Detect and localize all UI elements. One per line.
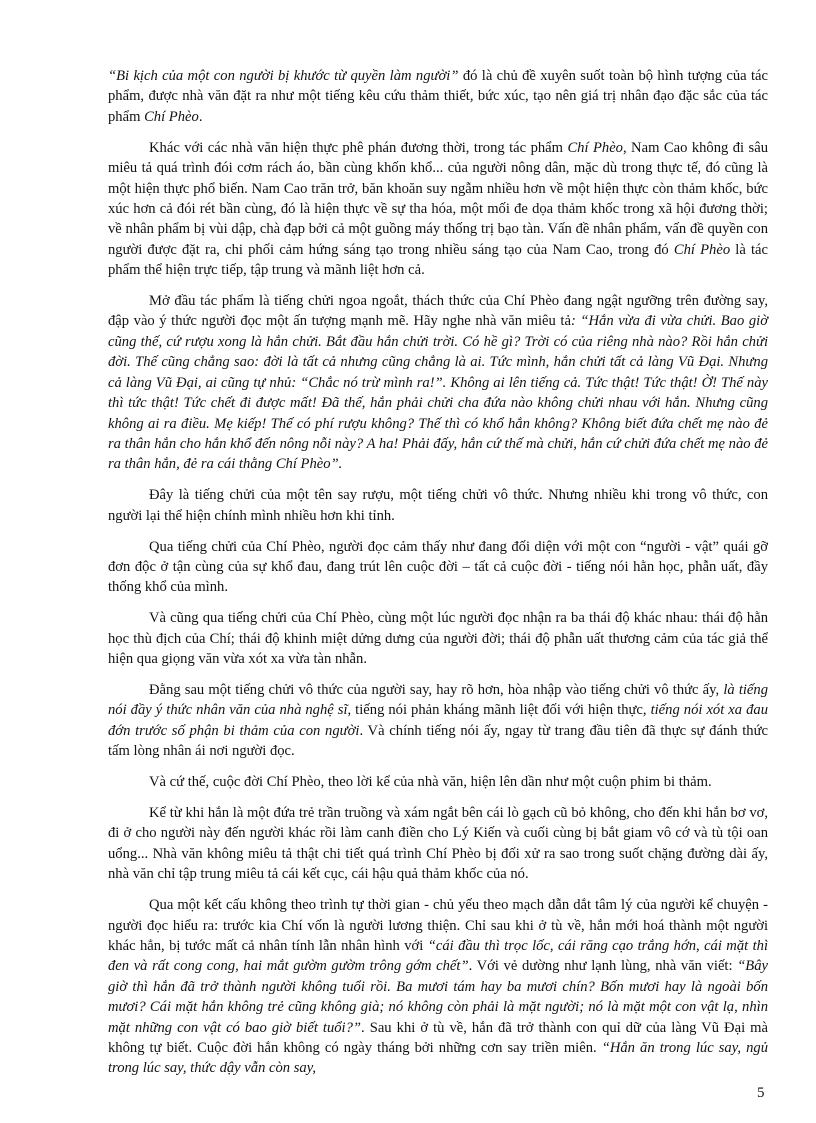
paragraph (108, 66, 768, 127)
text-run: Đằng sau một tiếng chửi vô thức của người say, hay rõ hơn, hòa nhập vào tiếng chửi vô thức ấy, (149, 681, 724, 698)
paragraph (108, 537, 768, 598)
italic-text-run: là tiếng nói đầy ý thức nhân văn của nhà nghệ sĩ (108, 681, 768, 719)
text-run: Khác với các nhà văn hiện thực phê phán đương thời, trong tác phẩm (149, 139, 568, 156)
text-run: Qua một kết cấu không theo trình tự thời gian - chủ yếu theo mạch dẫn dắt tâm lý của người kể chuyện - người đọc hiểu ra: trước kia Chí vốn là người lương thiện. Chỉ sau khi ở tù về, hắn mới hoá thành một người khác hẳn, bị tước mất cả nhân tính lẫn nhân hình với (108, 897, 768, 954)
text-run: . (198, 108, 203, 125)
italic-text-run: Chí Phèo (567, 139, 623, 156)
text-run: , tiếng nói phản kháng mãnh liệt đối với hiện thực, (347, 702, 651, 719)
text-run: Mở đầu tác phẩm là tiếng chửi ngoa ngoắt, thách thức của Chí Phèo đang ngật ngưỡng trên đường say, đập vào ý thức người đọc một ấn tượng mạnh mẽ. Hãy nghe nhà văn miêu tả (108, 293, 768, 330)
text-run: Qua tiếng chửi của Chí Phèo, người đọc cảm thấy như đang đối diện với một con “người - vật” quái gỡ đơn độc ở tận cùng của sự khổ đau, đang trút lên cuộc đời – tất cả cuộc đời - tiếng nói hằn học, phẫn uất, đầy thống khổ của mình. (108, 538, 768, 596)
italic-text-run: tiếng nói xót xa đau đớn trước số phận bi thảm của con người (108, 702, 768, 739)
text-run: Kể từ khi hắn là một đứa trẻ trần truồng và xám ngắt bên cái lò gạch cũ bỏ không, cho đến khi hắn bơ vơ, đi ở cho người này đến người khác rồi làm canh điền cho Lý Kiến và cuối cùng bị bắt giam vô cớ và tù tội oan uổng... Nhà văn không miêu tả thật chi tiết quá trình Chí Phèo bị đối xử ra sao trong suốt chặng đường dài ấy, nhà văn chỉ tập trung miêu tả cái kết cục, cái hậu quả thảm khốc của nó. (108, 805, 768, 883)
text-run: . Và chính tiếng nói ấy, ngay từ trang đầu tiên đã thực sự đánh thức tấm lòng nhân ái nơi người đọc. (108, 722, 768, 760)
italic-text-run: “Hắn ăn trong lúc say, ngủ trong lúc say, thức dậy vẫn còn say, (108, 1039, 768, 1077)
italic-text-run: “cái đầu thì trọc lốc, cái răng cạo trắng hớn, cái mặt thì đen và rất cong cong, hai mắt gườm gườm trông gớm chết” (108, 937, 769, 975)
paragraph (108, 291, 768, 475)
paragraph (108, 772, 768, 792)
paragraph (108, 608, 768, 669)
text-run: đó là chủ đề xuyên suốt toàn bộ hình tượng của tác phẩm, được nhà văn đặt ra như một tiếng kêu cứu thảm thiết, bức xúc, tạo nên giá trị nhân đạo đặc sắc của tác phẩm (108, 68, 768, 125)
italic-text-run: Chí Phèo (144, 108, 199, 125)
paragraph (108, 680, 768, 762)
document-body (108, 66, 768, 1089)
paragraph (108, 895, 768, 1079)
text-run: . Sau khi ở tù về, hắn đã trở thành con quỉ dữ của làng Vũ Đại mà không tự biết. Cuộc đời hắn không có ngày tháng bởi những cơn say triền miên. (108, 1019, 768, 1056)
page-number: 5 (757, 1085, 765, 1101)
text-run: Và cũng qua tiếng chửi của Chí Phèo, cùng một lúc người đọc nhận ra ba thái độ khác nhau: thái độ hằn học thù địch của Chí; thái độ khinh miệt dửng dưng của người đời; thái độ phẫn uất thương cảm của tác giả thể hiện qua giọng văn vừa xót xa vừa tàn nhẫn. (108, 610, 768, 668)
paragraph (108, 138, 768, 281)
italic-text-run: Chí Phèo (673, 241, 731, 258)
italic-text-run: “Bi kịch của một con người bị khước từ quyền làm người” (108, 68, 459, 84)
italic-text-run: : “Hắn vừa đi vừa chửi. Bao giờ cũng thế, cứ rượu xong là hắn chửi. Bắt đầu hắn chửi trời. Có hề gì? Trời có của riêng nhà nào? Rồi hắn chửi đời. Thế cũng chẳng sao: đời là tất cả nhưng cũng chẳng là ai. Tức mình, hắn chửi tất cả làng Vũ Đại. Nhưng cả làng Vũ Đại, ai cũng tự nhủ: “Chắc nó trừ mình ra!”. Không ai lên tiếng cả. Tức thật! Tức thật! Ờ! Thế này thì tức thật! Tức chết đi được mất! Đã thế, hắn phải chửi cha đứa nào không chửi nhau với hắn. Nhưng cũng không ai ra điều. Mẹ kiếp! Thế có phí rượu không? Thế thì có khổ hắn không? Không biết đứa chết mẹ nào đẻ ra thân hắn cho hắn khổ đến nông nỗi này? A ha! Phải đấy, hắn cứ thế mà chửi, hắn cứ chửi đứa chết mẹ nào đẻ ra thân hắn, đẻ ra cái thằng Chí Phèo”. (108, 313, 768, 473)
text-run: là tác phẩm thể hiện trực tiếp, tập trung và mãnh liệt hơn cả. (108, 241, 768, 279)
paragraph (108, 803, 768, 885)
text-run: Đây là tiếng chửi của một tên say rượu, một tiếng chửi vô thức. Nhưng nhiều khi trong vô thức, con người lại thể hiện chính mình nhiều hơn khi tỉnh. (108, 487, 768, 524)
italic-text-run: “Bây giờ thì hắn đã trở thành người không tuổi rồi. Ba mươi tám hay ba mươi chín? Bốn mươi hay là ngoài bốn mươi? Cái mặt hắn không trẻ cũng không già; nó không còn phải là mặt người; nó là mặt một con vật lạ, nhìn mặt những con vật có bao giờ biết tuổi?” (108, 958, 768, 1036)
paragraph (108, 485, 768, 526)
text-run: . Với vẻ dường như lạnh lùng, nhà văn viết: (468, 958, 738, 975)
text-run: , Nam Cao không đi sâu miêu tả quá trình đói cơm rách áo, bần cùng khốn khổ... của người nông dân, mặc dù trong thực tế, đó cũng là một hiện thực phổ biến. Nam Cao trăn trở, băn khoăn suy ngẫm nhiều hơn về một hiện thực còn thảm khốc, bức xúc hơn cả đói rét bần cùng, đó là hiện thực về sự tha hóa, một mối đe dọa thảm khốc trong xã hội đương thời; về nhân phẩm bị vùi dập, chà đạp bởi cả một guồng máy thống trị bạo tàn. Vấn đề nhân phẩm, vấn đề quyền con người được đặt ra, chi phối cảm hứng sáng tạo trong nhiều sáng tạo của Nam Cao, trong đó (108, 139, 768, 258)
text-run: Và cứ thế, cuộc đời Chí Phèo, theo lời kể của nhà văn, hiện lên dần như một cuộn phim bi thảm. (149, 774, 712, 791)
